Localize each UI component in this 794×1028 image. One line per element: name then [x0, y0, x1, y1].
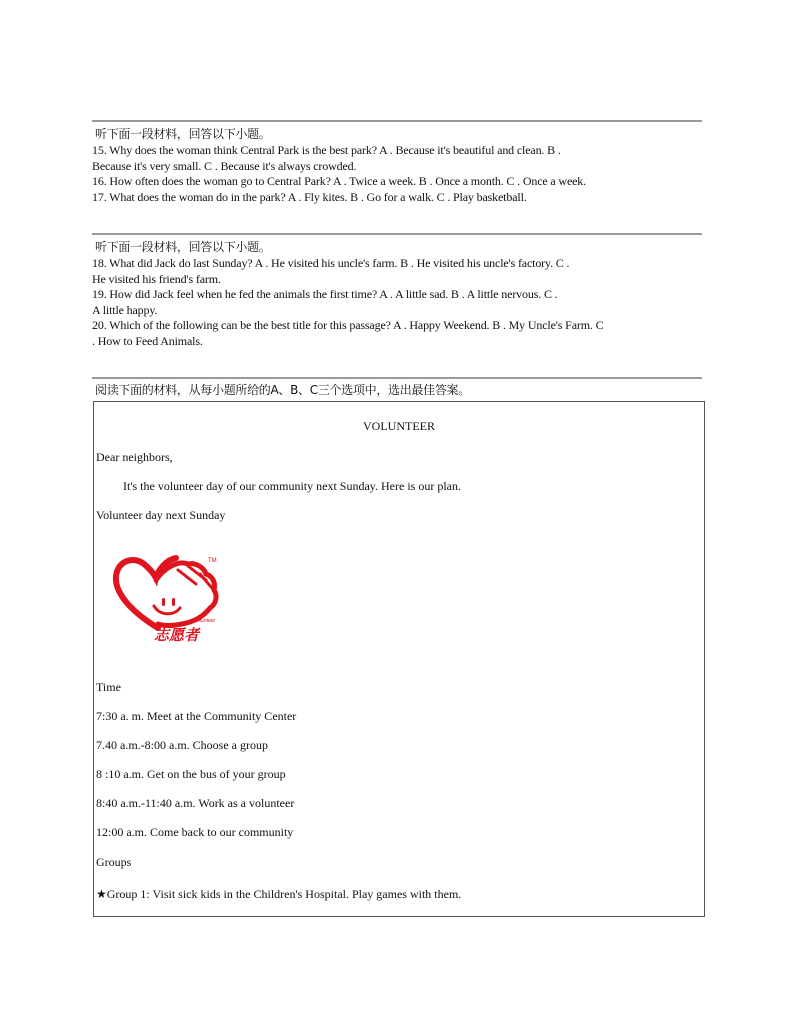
section-divider — [92, 120, 702, 122]
schedule-item: 8 :10 a.m. Get on the bus of your group — [96, 767, 286, 781]
listening-section-2 — [92, 233, 702, 350]
section-heading: 听下面一段材料，回答以下小题。 — [95, 127, 271, 141]
question-18: 18. What did Jack do last Sunday? A . He visited his uncle's farm. B . He visited his uncle's factory. C . He visited his friend's farm. — [92, 256, 570, 286]
question-19: 19. How did Jack feel when he fed the animals the first time? A . A little sad. B . A little nervous. C . A little happy. — [92, 287, 558, 317]
volunteer-heart-hand-icon — [108, 550, 226, 648]
question-20: 20. Which of the following can be the best title for this passage? A . Happy Weekend. B . My Uncle's Farm. C . How to Feed Animals. — [92, 318, 604, 348]
section-divider — [92, 377, 702, 379]
svg-text:TM: TM — [208, 558, 217, 564]
reading-section — [92, 377, 702, 398]
section-heading: 听下面一段材料，回答以下小题。 — [95, 240, 271, 254]
question-17: 17. What does the woman do in the park? A . Fly kites. B . Go for a walk. C . Play basketball. — [92, 189, 527, 204]
groups-label: Groups — [96, 855, 132, 869]
time-label: Time — [96, 680, 121, 694]
group-item: ★Group 1: Visit sick kids in the Children's Hospital. Play games with them. — [96, 887, 462, 901]
reading-passage-box — [93, 401, 705, 917]
svg-text:志愿者: 志愿者 — [154, 626, 200, 644]
question-15: 15. Why does the woman think Central Park is the best park? A . Because it's beautiful and clean. B . Because it's very small. C . Because it's always crowded. — [92, 143, 561, 173]
passage-intro: It's the volunteer day of our community next Sunday. Here is our plan. — [123, 479, 461, 493]
schedule-item: 7.40 a.m.-8:00 a.m. Choose a group — [96, 738, 268, 752]
schedule-item: 7:30 a. m. Meet at the Community Center — [96, 709, 297, 723]
passage-greeting: Dear neighbors, — [96, 450, 173, 464]
schedule-item: 12:00 a.m. Come back to our community — [96, 825, 294, 839]
passage-subtitle: Volunteer day next Sunday — [96, 508, 226, 522]
question-16: 16. How often does the woman go to Central Park? A . Twice a week. B . Once a month. C . Once a week. — [92, 174, 586, 189]
svg-text:Volunteer: Volunteer — [194, 618, 216, 624]
schedule-item: 8:40 a.m.-11:40 a.m. Work as a volunteer — [96, 796, 295, 810]
section-divider — [92, 233, 702, 235]
volunteer-logo — [108, 550, 226, 648]
passage-title: VOLUNTEER — [363, 419, 435, 433]
listening-section-1 — [92, 120, 702, 205]
section-heading: 阅读下面的材料，从每小题所给的A、B、C三个选项中，选出最佳答案。 — [95, 383, 470, 397]
